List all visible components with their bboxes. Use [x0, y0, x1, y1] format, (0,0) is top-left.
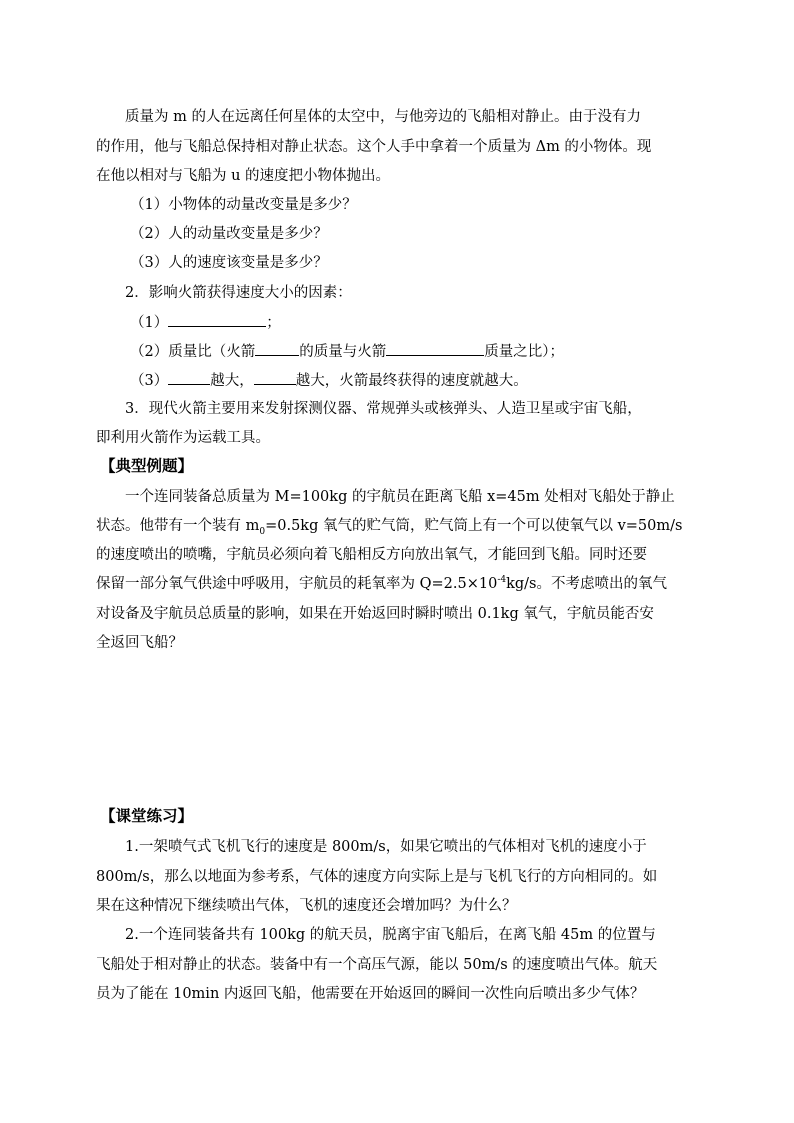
example-line-3: 的速度喷出的喷嘴，宇航员必须向着飞船相反方向放出氧气，才能回到飞船。同时还要 — [96, 547, 647, 563]
question-3: （3）人的速度该变量是多少？ — [130, 255, 328, 271]
practice-line-5: 飞船处于相对静止的状态。装备中有一个高压气源，能以 50m/s 的速度喷出气体。航天 — [96, 957, 658, 973]
factors-title: 2．影响火箭获得速度大小的因素： — [125, 285, 352, 301]
example-line-6: 全返回飞船？ — [96, 635, 183, 651]
fill-blank-5[interactable] — [254, 370, 296, 385]
factor-item-2 — [130, 341, 564, 362]
question-1: （1）小物体的动量改变量是多少？ — [130, 197, 357, 213]
example-line-4-sup: -4 — [497, 575, 507, 586]
factor-item-3 — [130, 370, 528, 391]
example-line-5: 对设备及宇航员总质量的影响，如果在开始返回时瞬时喷出 0.1kg 氧气，宇航员能否安 — [96, 606, 654, 622]
intro-line-2: 的作用，他与飞船总保持相对静止状态。这个人手中拿着一个质量为 Δm 的小物体。现 — [96, 139, 652, 155]
factor-item-2-b: 的质量与火箭 — [299, 344, 387, 360]
factor-item-1 — [130, 312, 281, 333]
factor-item-1-prefix: （1） — [130, 315, 169, 331]
example-line-2 — [96, 516, 682, 536]
point3-line-2: 即利用火箭作为运载工具。 — [96, 430, 270, 446]
example-line-2-sub: 0 — [259, 526, 266, 537]
intro-line-3: 在他以相对与飞船为 u 的速度把小物体抛出。 — [96, 168, 391, 184]
point3-line-1: 3．现代火箭主要用来发射探测仪器、常规弹头或核弹头、人造卫星或宇宙飞船， — [125, 401, 642, 417]
example-heading: 【典型例题】 — [100, 456, 194, 475]
example-line-4-b: kg/s。不考虑喷出的氧气 — [506, 576, 667, 592]
factor-item-2-c: 质量之比）； — [484, 344, 564, 360]
practice-line-6: 员为了能在 10min 内返回飞船，他需要在开始返回的瞬间一次性向后喷出多少气体？ — [96, 986, 645, 1002]
fill-blank-4[interactable] — [168, 370, 210, 385]
practice-line-4: 2.一个连同装备共有 100kg 的航天员，脱离宇宙飞船后，在离飞船 45m 的位置与 — [125, 927, 656, 943]
intro-line-1: 质量为 m 的人在远离任何星体的太空中，与他旁边的飞船相对静止。由于没有力 — [125, 109, 641, 125]
practice-line-1: 1.一架喷气式飞机飞行的速度是 800m/s，如果它喷出的气体相对飞机的速度小于 — [125, 839, 647, 855]
fill-blank-3[interactable] — [386, 341, 484, 356]
example-line-4 — [96, 574, 667, 594]
factor-item-1-suffix: ； — [266, 315, 281, 331]
practice-line-3: 果在这种情况下继续喷出气体，飞机的速度还会增加吗？为什么？ — [96, 898, 517, 914]
factor-item-3-a: （3） — [130, 373, 169, 389]
example-line-2-b: =0.5kg 氧气的贮气筒，贮气筒上有一个可以使氧气以 v=50m/s — [265, 518, 683, 534]
example-line-4-a: 保留一部分氧气供途中呼吸用，宇航员的耗氧率为 Q=2.5×10 — [96, 576, 498, 592]
practice-heading: 【课堂练习】 — [100, 806, 194, 825]
fill-blank-2[interactable] — [255, 341, 299, 356]
factor-item-2-a: （2）质量比（火箭 — [130, 344, 256, 360]
practice-line-2: 800m/s，那么以地面为参考系，气体的速度方向实际上是与飞机飞行的方向相同的。如 — [96, 869, 658, 885]
example-line-2-a: 状态。他带有一个装有 m — [96, 518, 260, 534]
example-line-1: 一个连同装备总质量为 M=100kg 的宇航员在距离飞船 x=45m 处相对飞船处于静止 — [125, 489, 675, 505]
factor-item-3-c: 越大，火箭最终获得的速度就越大。 — [295, 373, 528, 389]
fill-blank-1[interactable] — [168, 312, 266, 327]
question-2: （2）人的动量改变量是多少？ — [130, 226, 328, 242]
factor-item-3-b: 越大， — [210, 373, 254, 389]
